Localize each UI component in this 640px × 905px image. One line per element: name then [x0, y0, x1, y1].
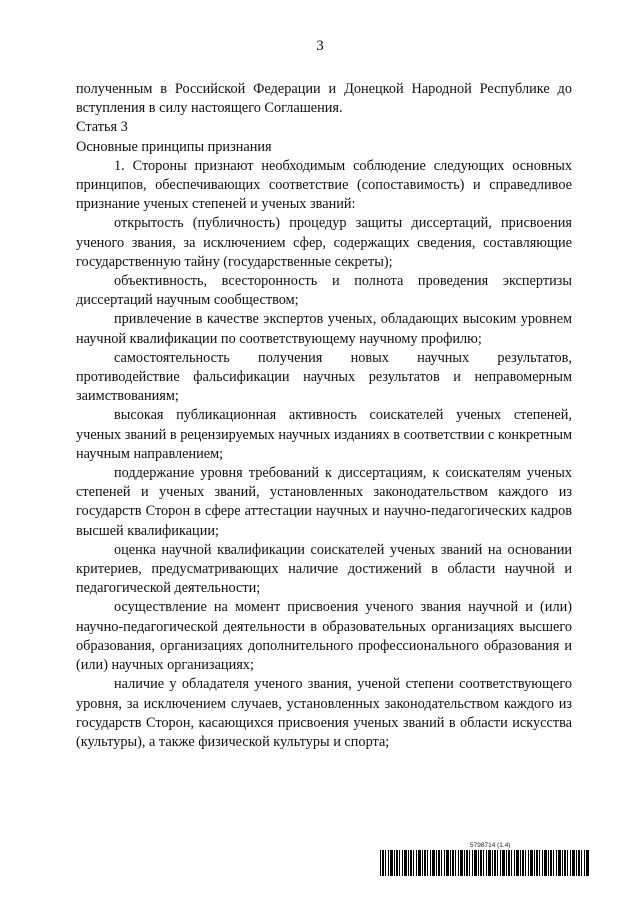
barcode-icon: [380, 850, 590, 876]
principle-assessment: оценка научной квалификации соискателей ученых званий на основании критериев, предусматривающих наличие достижений в области научной и педагогической деятельности;: [76, 541, 572, 597]
principle-objectivity: объективность, всесторонность и полнота проведения экспертизы диссертаций научным сообществом;: [76, 273, 572, 309]
principle-experts: привлечение в качестве экспертов ученых, обладающих высоким уровнем научной квалификации по соответствующему научному профилю;: [76, 311, 572, 347]
article-title: Статья 3: [76, 119, 128, 136]
intro-paragraph: полученным в Российской Федерации и Донецкой Народной Республике до вступления в силу настоящего Соглашения.: [76, 81, 572, 117]
document-code: 5798714 (1.4): [470, 842, 511, 849]
principle-openness: открытость (публичность) процедур защиты диссертаций, присвоения ученого звания, за исключением сфер, содержащих сведения, составляющие государственную тайну (государственные секреты);: [76, 215, 572, 270]
principle-publications: высокая публикационная активность соискателей ученых степеней, ученых званий в рецензируемых научных изданиях в соответствии с конкретным научным направлением;: [76, 407, 572, 462]
document-body: [76, 80, 572, 752]
principle-requirements: поддержание уровня требований к диссертациям, к соискателям ученых степеней и ученых званий, установленных законодательством каждого из государств Сторон в сфере аттестации научных и научно-педагогических кадров высшей квалификации;: [76, 465, 572, 539]
principle-activity: осуществление на момент присвоения ученого звания научной и (или) научно-педагогической деятельности в образовательных организациях высшего образования, организациях дополнительного профессионального образования и (или) научных организациях;: [76, 599, 572, 674]
principle-independence: самостоятельность получения новых научных результатов, противодействие фальсификации научных результатов и неправомерным заимствованиям;: [76, 349, 572, 405]
paragraph-1: 1. Стороны признают необходимым соблюдение следующих основных принципов, обеспечивающих соответствие (сопоставимость) и справедливое признание ученых степеней и ученых званий:: [76, 157, 572, 213]
page-number: 3: [316, 38, 324, 54]
principle-degree: наличие у обладателя ученого звания, ученой степени соответствующего уровня, за исключением случаев, установленных законодательством каждого из государств Сторон, касающихся присвоения ученых званий в области искусства (культуры), а также физической культуры и спорта;: [76, 676, 572, 750]
article-subtitle: Основные принципы признания: [76, 138, 272, 155]
